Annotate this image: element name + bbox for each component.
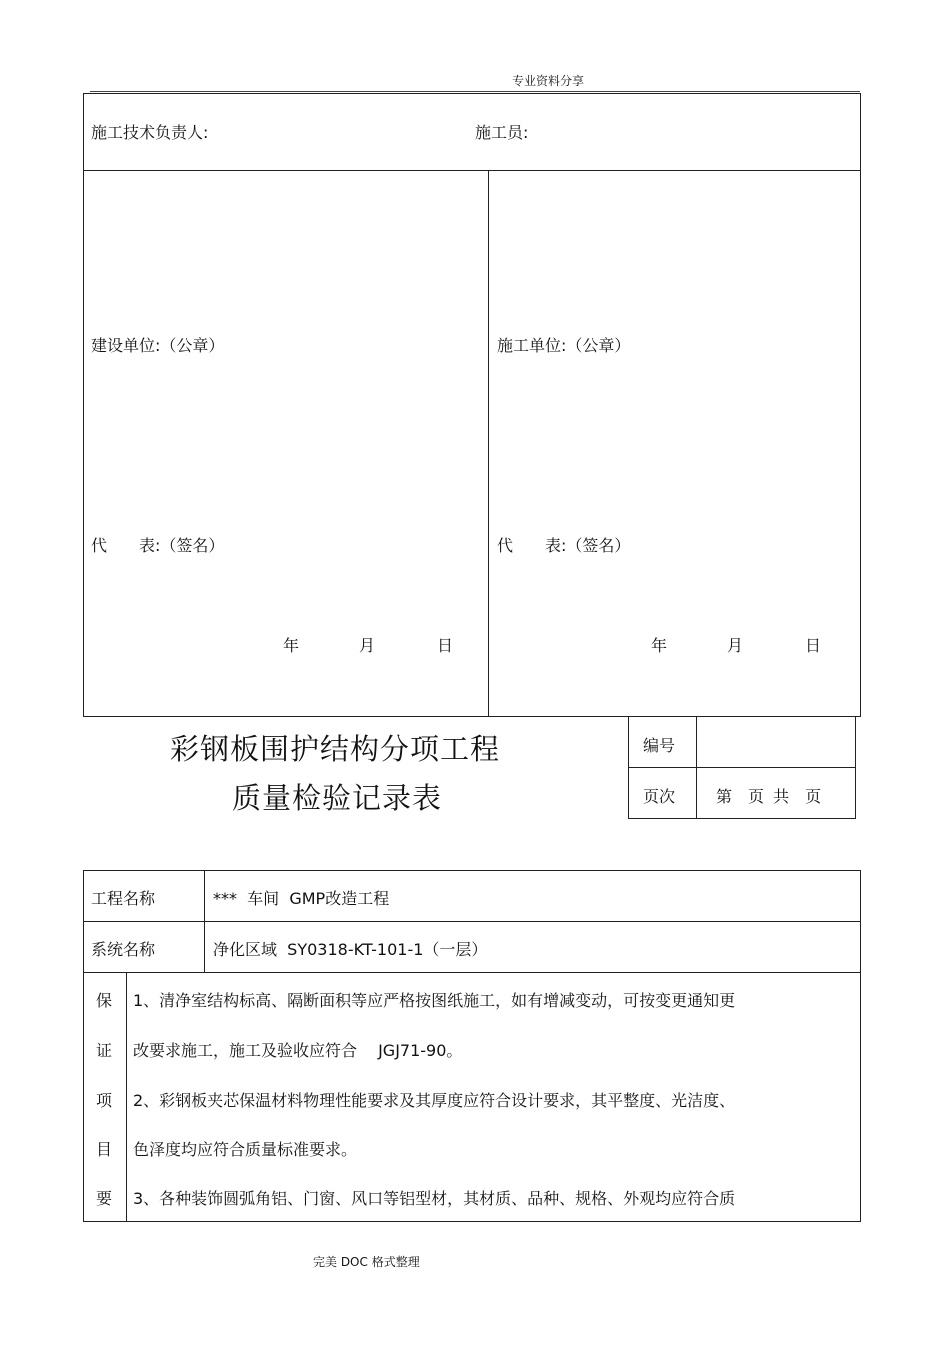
info-row2-divider [84,972,860,973]
project-name-label: 工程名称 [91,889,156,908]
requirement-line-1: 1、清净室结构标高、隔断面积等应严格按图纸施工，如有增减变动，可按变更通知更 [133,991,736,1010]
number-label: 编号 [643,736,676,755]
guarantee-char-1: 保 [95,991,112,1010]
page-label: 页次 [643,787,676,806]
guarantee-char-2: 证 [95,1041,112,1060]
number-page-hdivider [629,767,855,768]
requirement-line-2: 改要求施工，施工及验收应符合 JGJ71-90。 [133,1041,463,1060]
contractor-unit-label: 施工单位:（公章） [497,336,631,355]
requirement-line-4: 色泽度均应符合质量标准要求。 [133,1140,358,1159]
signature-vertical-divider [488,170,489,716]
footer-note: 完美 DOC 格式整理 [313,1255,420,1269]
tech-lead-label: 施工技术负责人: [91,123,209,142]
owner-unit-label: 建设单位:（公章） [91,336,225,355]
signature-table [83,93,861,717]
system-name-label: 系统名称 [91,940,156,959]
page-value: 第 页 共 页 [716,787,822,806]
top-rule [90,91,860,92]
form-title-line1: 彩钢板围护结构分项工程 [170,732,501,766]
owner-day: 日 [437,636,454,655]
info-row1-divider [84,921,860,922]
contractor-day: 日 [805,636,822,655]
owner-rep-label: 代 表:（签名） [91,536,225,555]
guarantee-char-3: 项 [95,1091,112,1110]
guarantee-char-4: 目 [95,1140,112,1159]
guarantee-char-5: 要 [95,1189,112,1208]
contractor-rep-label: 代 表:（签名） [497,536,631,555]
signature-header-divider [84,170,860,171]
requirement-line-5: 3、各种装饰圆弧角铝、门窗、风口等铝型材，其材质、品种、规格、外观均应符合质 [133,1189,736,1208]
info-label-divider [204,871,205,972]
owner-month: 月 [359,636,376,655]
number-page-vdivider [696,717,697,818]
requirement-line-3: 2、彩钢板夹芯保温材料物理性能要求及其厚度应符合设计要求，其平整度、光洁度、 [133,1091,736,1110]
owner-year: 年 [283,636,300,655]
contractor-month: 月 [727,636,744,655]
header-note: 专业资料分享 [511,74,584,88]
worker-label: 施工员: [475,123,529,142]
info-guarantee-divider [126,972,127,1221]
project-name-value: *** 车间 GMP改造工程 [213,889,390,908]
contractor-year: 年 [651,636,668,655]
form-title-line2: 质量检验记录表 [232,781,443,815]
system-name-value: 净化区域 SY0318-KT-101-1（一层） [213,940,488,959]
